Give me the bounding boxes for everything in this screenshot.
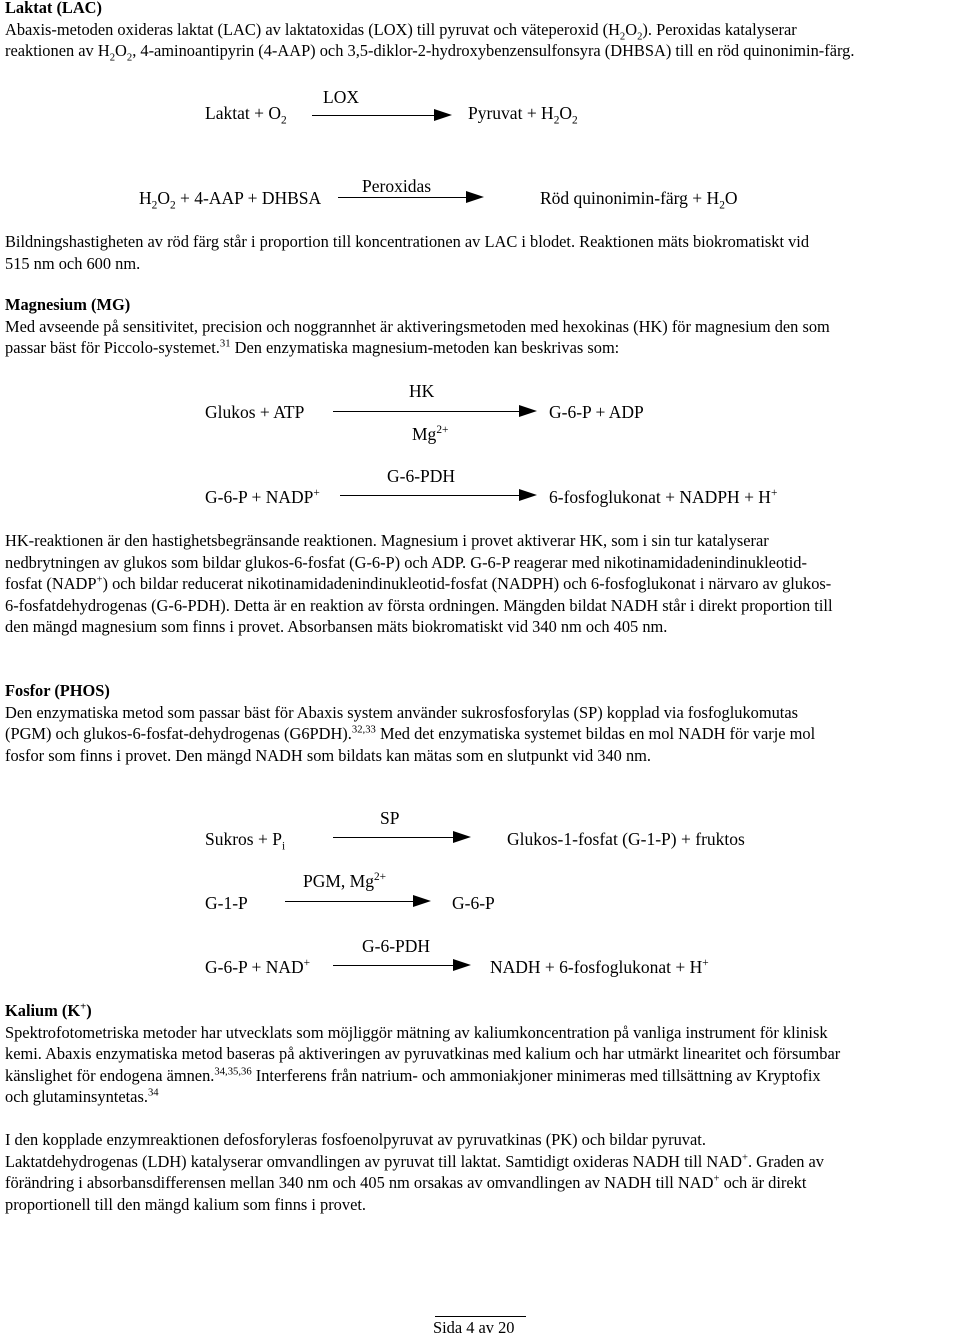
k-outro-line-1: I den kopplade enzymreaktionen defosforyleras fosfoenolpyruvat av pyruvatkinas (PK) och bildar pyruvat.: [5, 1130, 706, 1149]
lac-eq1-products: Pyruvat + $H_2O_2$: [468, 103, 578, 127]
k-intro-line-3: känslighet för endogena ämnen.$^{34,35,36}$ Interferens från natrium- och ammoniakjoner minimeras med tillsättning av Kryptofix: [5, 1065, 821, 1085]
phos-eq3-reactants: G-6-P + NAD+: [205, 957, 311, 977]
k-intro-line-4: och glutaminsyntetas.$^{34}$: [5, 1087, 159, 1107]
phos-eq2-enzyme: PGM, $Mg^{2+}$: [303, 871, 387, 891]
mg-outro-line-4: 6-fosfatdehydrogenas (G-6-PDH). Detta är en reaktion av första ordningen. Mängden bildat NADH står i direkt proportion till: [5, 595, 833, 615]
footer-rule: [435, 1316, 526, 1317]
mg-eq1-arrow: [333, 405, 539, 419]
phos-eq1-enzyme: SP: [380, 808, 400, 828]
phos-eq1-products: Glukos-1-fosfat (G-1-P) + fruktos: [507, 829, 745, 849]
k-intro-line-1: Spektrofotometriska metoder har utvecklats som möjliggör mätning av kaliumkoncentration på vanliga instrument för klinisk: [5, 1022, 828, 1042]
mg-eq1-products: G-6-P + ADP: [549, 402, 644, 422]
k-outro-line-2: Laktatdehydrogenas (LDH) katalyserar omvandlingen av pyruvat till laktat. Samtidigt oxideras NADH till NAD+. Graden av: [5, 1151, 824, 1171]
lac-outro-line-1: Bildningshastigheten av röd färg står i proportion till koncentrationen av LAC i blodet. Reaktionen mäts biokromatiskt vid: [5, 232, 810, 251]
lac-outro-line-2: 515 nm och 600 nm.: [5, 253, 141, 273]
k-heading: Kalium (K+): [5, 1001, 92, 1020]
mg-outro: [5, 530, 955, 638]
mg-section: [5, 294, 955, 359]
phos-eq3-arrow: [333, 959, 473, 973]
mg-outro-line-5: den mängd magnesium som finns i provet. Absorbansen mäts biokromatiskt vid 340 nm och 405 nm.: [5, 617, 668, 637]
phos-eq3-products: NADH + 6-fosfoglukonat + H+: [490, 957, 709, 977]
phos-intro-line-2: (PGM) och glukos-6-fosfat-dehydrogenas (G6PDH).$^{32,33}$ Med det enzymatiska systemet bildas en mol NADH för varje mol: [5, 724, 816, 744]
phos-eq1-reactants: Sukros + $P_i$: [205, 829, 286, 853]
mg-intro-line-1: Med avseende på sensitivitet, precision och noggrannhet är aktiveringsmetoden med hexokinas (HK) för magnesium den som: [5, 316, 830, 336]
phos-eq3-enzyme: G-6-PDH: [362, 936, 431, 956]
phos-eq2-products: G-6-P: [452, 893, 495, 913]
mg-eq1-enzyme: HK: [409, 381, 435, 401]
mg-eq2-reactants: G-6-P + NADP+: [205, 487, 320, 507]
lac-eq2-reactants: $H_2O_2 + 4-AAP$ + DHBSA: [139, 188, 322, 212]
page-number: Sida 4 av 20: [433, 1318, 515, 1337]
mg-heading: Magnesium (MG): [5, 295, 131, 314]
mg-eq1-reactants: Glukos + ATP: [205, 402, 305, 422]
lac-eq2-enzyme: Peroxidas: [362, 176, 432, 196]
phos-heading: Fosfor (PHOS): [5, 681, 110, 700]
lac-outro: [5, 231, 955, 274]
mg-eq2-arrow: [340, 489, 539, 503]
k-section: [5, 1000, 955, 1108]
lac-eq1-reactants: Laktat + $O_2$: [205, 103, 287, 127]
k-outro-line-4: proportionell till den mängd kalium som finns i provet.: [5, 1194, 367, 1214]
lac-eq2-arrow: [338, 191, 486, 205]
k-intro-line-2: kemi. Abaxis enzymatiska metod baseras på aktiveringen av pyruvatkinas med kalium och har utmärkt linearitet och försumbar: [5, 1044, 841, 1064]
mg-eq1-cofactor: $Mg^{2+}$: [412, 424, 449, 444]
lac-heading: Laktat (LAC): [5, 0, 102, 17]
phos-section: [5, 680, 955, 766]
mg-eq2-enzyme: G-6-PDH: [387, 466, 456, 486]
mg-intro-line-2: passar bäst för Piccolo-systemet.$^{31}$ Den enzymatiska magnesium-metoden kan beskrivas som:: [5, 338, 620, 358]
phos-intro-line-3: fosfor som finns i provet. Den mängd NADH som bildats kan mätas som en slutpunkt vid 340 nm.: [5, 745, 652, 765]
lac-intro-line-2: reaktionen av $H_2O_2$, 4-aminoantipyrin (4-AAP) och 3,5-diklor-2-hydroxybenzensulfonsyra (DHBSA) till en röd quinonimin-färg.: [5, 41, 855, 64]
phos-eq2-reactants: G-1-P: [205, 893, 248, 913]
lac-intro-line-1: Abaxis-metoden oxideras laktat (LAC) av laktatoxidas (LOX) till pyruvat och väteperoxid $(H_2O_2)$. Peroxidas katalyserar: [5, 19, 797, 42]
mg-outro-line-1: HK-reaktionen är den hastighetsbegränsande reaktionen. Magnesium i provet aktiverar HK, som i sin tur katalyserar: [5, 531, 769, 550]
phos-eq1-arrow: [333, 831, 473, 845]
phos-intro-line-1: Den enzymatiska metod som passar bäst för Abaxis system använder sukrosfosforylas (SP) kopplad via fosfoglukomutas: [5, 702, 798, 722]
lac-eq1-enzyme: LOX: [323, 87, 359, 107]
phos-eq2-arrow: [285, 895, 433, 909]
mg-outro-line-2: nedbrytningen av glukos som bildar glukos-6-fosfat (G-6-P) och ADP. G-6-P reagerar med nikotinamidadenindinukleotid-: [5, 552, 807, 572]
k-outro: [5, 1129, 955, 1215]
k-outro-line-3: förändring i absorbansdifferensen mellan 340 nm och 405 nm orsakas av omvandlingen av NADH till NAD+ och är direkt: [5, 1173, 807, 1193]
lac-eq2-products: Röd quinonimin-färg + $H_2O$: [540, 188, 738, 212]
mg-eq2-products: 6-fosfoglukonat + NADPH + H+: [549, 487, 778, 507]
lac-eq1-arrow: [312, 109, 452, 123]
mg-outro-line-3: fosfat (NADP+) och bildar reducerat nikotinamidadenindinukleotid-fosfat (NADPH) och 6-fosfoglukonat i närvaro av glukos-: [5, 574, 832, 594]
lac-section: [5, 0, 955, 62]
